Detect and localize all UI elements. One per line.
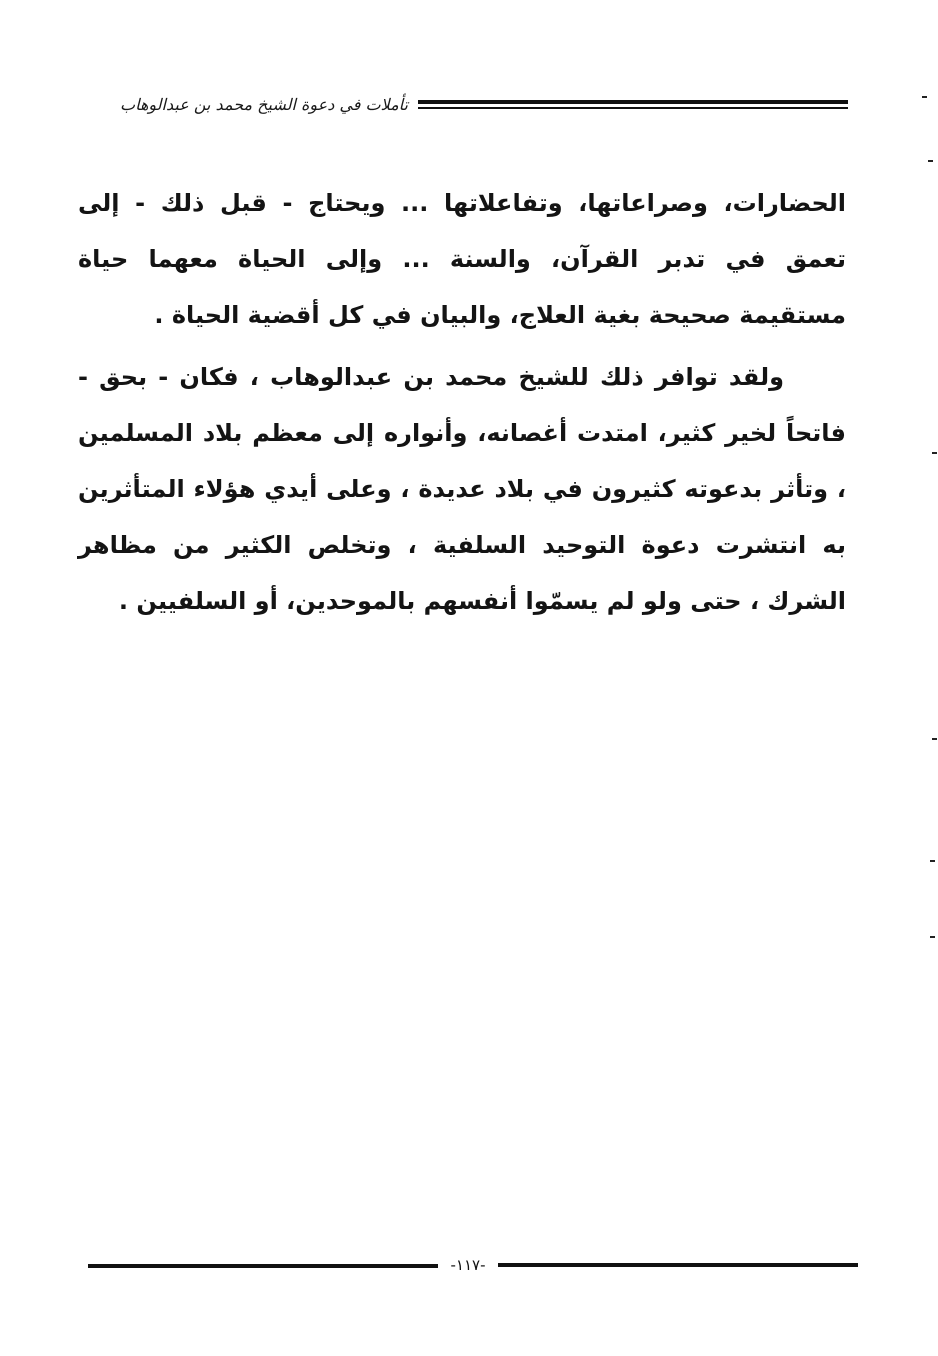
running-header xyxy=(78,92,848,120)
scan-speck xyxy=(932,738,937,740)
footer-rule-right xyxy=(498,1263,858,1267)
header-rule xyxy=(418,100,848,110)
page-footer xyxy=(88,1255,858,1275)
paragraph-1: الحضارات، وصراعاتها، وتفاعلاتها ... ويحتاج - قبل ذلك - إلى تعمق في تدبر القرآن، والسنة ... وإلى الحياة معهما حياة مستقيمة صحيحة بغية العلاج، والبيان في كل أقضية الحياة . xyxy=(78,189,846,329)
scan-speck xyxy=(930,936,935,938)
header-rule-thin xyxy=(418,107,848,109)
footer-rule-left xyxy=(88,1264,438,1268)
paragraph-2: ولقد توافر ذلك للشيخ محمد بن عبدالوهاب ، فكان - بحق - فاتحاً لخير كثير، امتدت أغصانه، وأنواره إلى معظم بلاد المسلمين ، وتأثر بدعوته كثيرون في بلاد عديدة ، وعلى أيدي هؤلاء المتأثرين به انتشرت دعوة التوحيد السلفية ، وتخلص الكثير من مظاهر الشرك ، حتى ولو لم يسمّوا أنفسهم بالموحدين، أو السلفيين . xyxy=(78,363,846,615)
page-number: -١١٧- xyxy=(450,1256,486,1274)
body-text xyxy=(78,175,846,629)
scan-speck xyxy=(928,160,933,162)
header-title: تأملات في دعوة الشيخ محمد بن عبدالوهاب xyxy=(120,95,408,114)
scan-speck xyxy=(922,96,927,98)
scan-speck xyxy=(930,860,935,862)
scan-speck xyxy=(932,452,937,454)
header-rule-thick xyxy=(418,100,848,104)
